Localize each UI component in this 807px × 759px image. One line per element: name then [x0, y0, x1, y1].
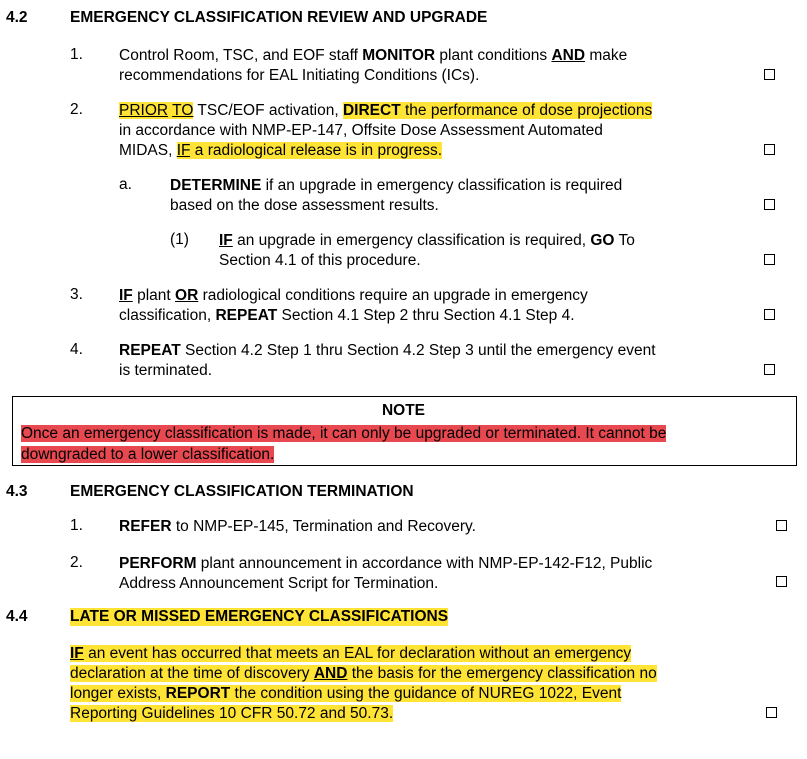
substep-text: DETERMINE if an upgrade in emergency classification is required based on the dose assessment results.: [170, 177, 623, 214]
step-text: Control Room, TSC, and EOF staff MONITOR plant conditions AND make recommendations for EAL Initiating Conditions (ICs).: [119, 47, 628, 84]
step-checkbox[interactable]: [764, 364, 775, 375]
paragraph-checkbox[interactable]: [766, 707, 777, 718]
step-text: REPEAT Section 4.2 Step 1 thru Section 4.2 Step 3 until the emergency event is terminated.: [119, 342, 656, 379]
step-number: 4.: [70, 341, 83, 358]
step-number: 2.: [70, 101, 83, 118]
note-text: Once an emergency classification is made, it can only be upgraded or terminated. It cannot be downgraded to a lower classification.: [21, 425, 667, 463]
note-title: NOTE: [381, 402, 426, 419]
subsubstep-number: (1): [170, 231, 189, 248]
step-checkbox[interactable]: [776, 520, 787, 531]
substep-number: a.: [119, 176, 132, 193]
step-checkbox[interactable]: [764, 144, 775, 155]
step-text: IF plant OR radiological conditions require an upgrade in emergency classification, REPEAT Section 4.1 Step 2 thru Section 4.1 Step 4.: [119, 287, 588, 324]
substep-checkbox[interactable]: [764, 199, 775, 210]
step-checkbox[interactable]: [776, 576, 787, 587]
section-number: 4.3: [6, 483, 28, 500]
step-number: 1.: [70, 46, 83, 63]
section-title: LATE OR MISSED EMERGENCY CLASSIFICATIONS: [70, 608, 449, 625]
section-number: 4.2: [6, 9, 28, 26]
step-checkbox[interactable]: [764, 69, 775, 80]
subsubstep-text: IF an upgrade in emergency classification is required, GO To Section 4.1 of this procedure.: [219, 232, 635, 269]
step-number: 3.: [70, 286, 83, 303]
step-text: REFER to NMP-EP-145, Termination and Recovery.: [119, 518, 476, 535]
paragraph-text: IF an event has occurred that meets an EAL for declaration without an emergency declaration at the time of discovery AND the basis for the emergency classification no longer exists, REPORT the condition using the guidance of NUREG 1022, Event Reporting Guidelines 10 CFR 50.72 and 50.73.: [70, 645, 657, 722]
step-number: 2.: [70, 554, 83, 571]
section-title: EMERGENCY CLASSIFICATION REVIEW AND UPGRADE: [70, 9, 488, 26]
section-number: 4.4: [6, 608, 28, 625]
section-title: EMERGENCY CLASSIFICATION TERMINATION: [70, 483, 414, 500]
step-number: 1.: [70, 517, 83, 534]
step-text: PRIOR TO TSC/EOF activation, DIRECT the performance of dose projections in accordance with NMP-EP-147, Offsite Dose Assessment Automated MIDAS, IF a radiological release is in progress.: [119, 102, 653, 159]
subsubstep-checkbox[interactable]: [764, 254, 775, 265]
step-checkbox[interactable]: [764, 309, 775, 320]
step-text: PERFORM plant announcement in accordance with NMP-EP-142-F12, Public Address Announcement Script for Termination.: [119, 555, 653, 592]
